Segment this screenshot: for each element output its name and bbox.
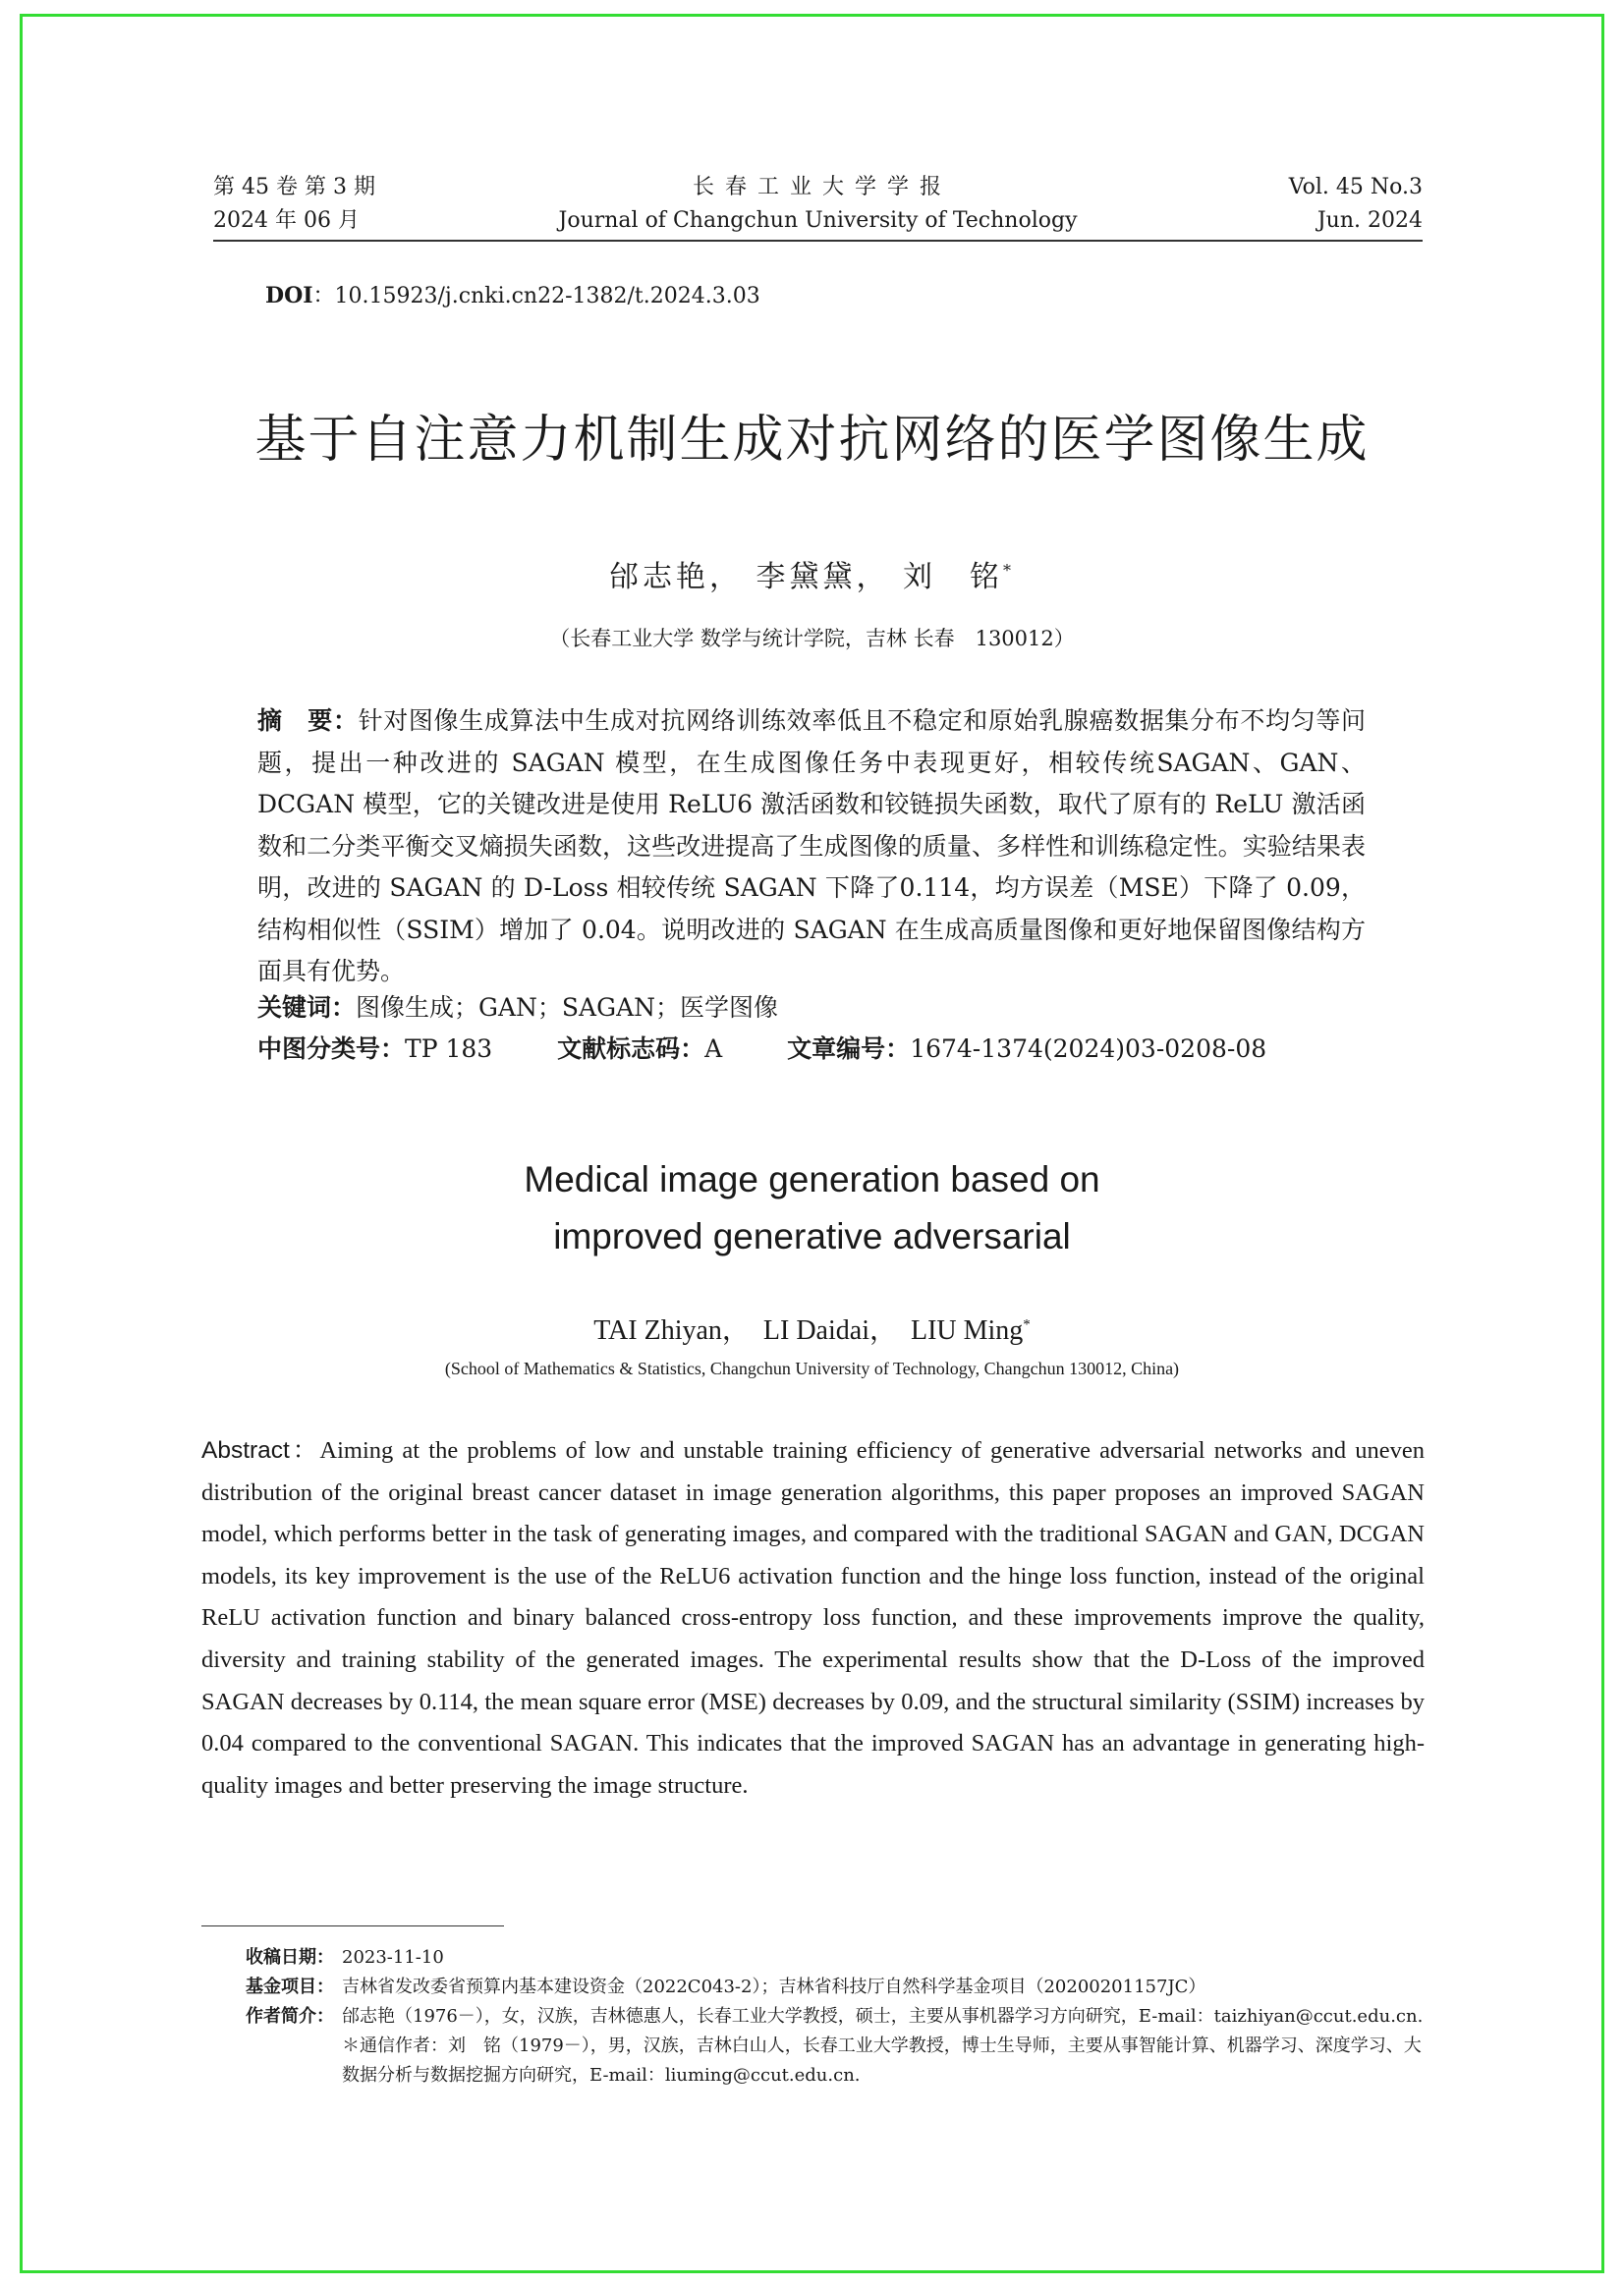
received-date: 收稿日期： 2023-11-10 [246,1947,444,1968]
abstract-chinese: 摘 要：针对图像生成算法中生成对抗网络训练效率低且不稳定和原始乳腺癌数据集分布不均匀等问题，提出一种改进的 SAGAN 模型，在生成图像任务中表现更好，相较传统SAGAN、GAN、DCGAN 模型，它的关键改进是使用 ReLU6 激活函数和铰链损失函数，取代了原有的 ReLU 激活函数和二分类平衡交叉熵损失函数，这些改进提高了生成图像的质量、多样性和训练稳定性。实验结果表明，改进的 SAGAN 的 D-Loss 相较传统 SAGAN 下降了0.114，均方误差（MSE）下降了 0.09，结构相似性（SSIM）增加了 0.04。说明改进的 SAGAN 在生成高质量图像和更好地保留图像结构方面具有优势。 [257,706,1366,985]
header-volume: 第 45 卷 第 3 期 2024 年 06 月 [213,175,375,233]
header-rule [213,240,1423,242]
running-header [213,171,1423,236]
document-code: 文献标志码：A [557,1034,723,1063]
header-journal: 长 春 工 业 大 学 学 报 Journal of Changchun University of Technology [558,175,1078,233]
article-number: 文章编号：1674-1374(2024)03-0208-08 [787,1034,1267,1063]
title-chinese: 基于自注意力机制生成对抗网络的医学图像生成 [254,411,1370,470]
abstract-english: Abstract：Aiming at the problems of low and unstable training efficiency of generative adversarial networks and uneven distribution of the original breast cancer dataset in image generation algorithms, this paper proposes an improved SAGAN model, which performs better in the task of generating images, and compared with the traditional SAGAN and GAN, DCGAN models, its key improvement is the use of the ReLU6 activation function and the hinge loss function, instead of the original ReLU activation function and binary balanced cross-entropy loss function, and these improvements improve the quality, diversity and training stability of the generated images. The experimental results show that the D-Loss of the improved SAGAN decreases by 0.114, the mean square error (MSE) decreases by 0.09, and the structural similarity (SSIM) increases by 0.04 compared to the conventional SAGAN. This indicates that the improved SAGAN has an advantage in generating high-quality images and better preserving the image structure. [201,1437,1425,1799]
affiliation-chinese: （长春工业大学 数学与统计学院，吉林 长春 130012） [549,627,1075,650]
authors-english: TAI Zhiyan， LI Daidai， LIU Ming* [593,1315,1031,1346]
keywords-chinese: 关键词：图像生成；GAN；SAGAN；医学图像 [257,993,778,1022]
page-border [20,14,1604,2273]
footnote-rule [201,1925,504,1926]
author-bio: 作者简介： 邰志艳（1976－），女，汉族，吉林德惠人，长春工业大学教授，硕士，主要从事机器学习方向研究，E-mail：taizhiyan@ccut.edu.cn. ＊通信作者：刘 铭（1979－），男，汉族，吉林白山人，长春工业大学教授，博士生导师，主要从事智能计算、机器学习、深度学习、大数据分析与数据挖掘方向研究，E-mail：liuming@ccut.edu.cn. [246,2006,1424,2086]
clc-number: 中图分类号：TP 183 [257,1034,493,1063]
title-english: Medical image generation based on improved generative adversarial [524,1159,1100,1256]
affiliation-english: (School of Mathematics & Statistics, Changchun University of Technology, Changchun 130012, China) [444,1359,1180,1378]
authors-chinese: 邰志艳， 李黛黛， 刘 铭* [608,560,1016,594]
header-issue: Vol. 45 No.3 Jun. 2024 [1288,175,1423,233]
fund-project: 基金项目： 吉林省发改委省预算内基本建设资金（2022C043-2）；吉林省科技厅自然科学基金项目（20200201157JC） [246,1977,1206,1997]
doi: DOI：10.15923/j.cnki.cn22-1382/t.2024.3.03 [265,283,760,308]
footnotes [246,1943,1425,2091]
classification-line [257,1030,1266,1065]
